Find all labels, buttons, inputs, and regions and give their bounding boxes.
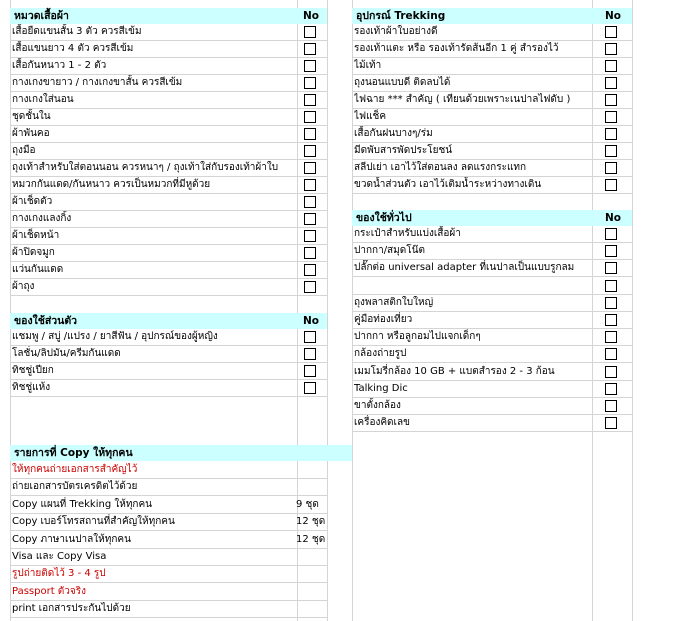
trekking-item-label: เสื้อกันฝนบางๆ/ร่ม — [354, 128, 433, 139]
clothing-row — [10, 75, 327, 92]
clothing-item-label: เสื้อยืดแขนสั้น 3 ตัว ควรสีเข้ม — [12, 26, 142, 37]
copy-row — [10, 462, 327, 479]
general-item-label: ขาตั้งกล้อง — [354, 400, 401, 411]
clothing-item-label: ผ้าเช็ดตัว — [12, 196, 53, 207]
general-checkbox[interactable] — [605, 280, 617, 292]
personal-row — [10, 363, 327, 380]
clothing-no-label: No — [303, 10, 320, 22]
general-row — [352, 329, 632, 346]
general-row — [352, 381, 632, 398]
trekking-item-label: ถุงนอนแบบดี ติดลบได้ — [354, 77, 451, 88]
clothing-item-label: ชุดชั้นใน — [12, 111, 51, 122]
personal-row — [10, 329, 327, 346]
trekking-row — [352, 58, 632, 75]
trekking-row — [352, 75, 632, 92]
general-row — [352, 295, 632, 312]
general-item-label: ปลั๊กต่อ universal adapter ที่เนปาลเป็นแบบรูกลม — [354, 262, 575, 274]
clothing-row — [10, 143, 327, 160]
clothing-row — [10, 58, 327, 75]
clothing-checkbox[interactable] — [304, 26, 316, 38]
clothing-row — [10, 160, 327, 177]
trekking-checkbox[interactable] — [605, 128, 617, 140]
trekking-item-label: รองเท้าแตะ หรือ รองเท้ารัดส้นอีก 1 คู่ สำรองไว้ — [354, 43, 559, 54]
general-row — [352, 398, 632, 415]
clothing-item-label: ผ้าเช็ดหน้า — [12, 230, 60, 241]
general-checkbox[interactable] — [605, 400, 617, 412]
clothing-row — [10, 262, 327, 279]
clothing-item-label: ถุงมือ — [12, 145, 36, 156]
clothing-row — [10, 41, 327, 58]
clothing-item-label: กางเกงแลงกิ้ง — [12, 213, 72, 224]
personal-item-label: โลชั่น/ลิปมัน/ครีมกันแดด — [12, 348, 121, 359]
copy-item-label: Copy แผนที่ Trekking ให้ทุกคน — [12, 498, 153, 510]
personal-row — [10, 380, 327, 397]
trekking-item-label: ไฟแช็ค — [354, 111, 387, 122]
copy-row — [10, 532, 327, 549]
general-row — [352, 260, 632, 277]
general-checkbox[interactable] — [605, 331, 617, 343]
clothing-row — [10, 211, 327, 228]
personal-checkbox[interactable] — [304, 365, 316, 377]
trekking-row — [352, 126, 632, 143]
general-checkbox[interactable] — [605, 262, 617, 274]
clothing-item-label: ผ้าปิดจมูก — [12, 247, 55, 258]
trekking-item-label: ไฟฉาย *** สำคัญ ( เทียนด้วยเพราะเนปาลไฟดับ ) — [354, 94, 571, 105]
copy-row — [10, 601, 327, 618]
clothing-row — [10, 279, 327, 296]
clothing-item-label: ผ้าพันคอ — [12, 128, 50, 139]
clothing-checkbox[interactable] — [304, 94, 316, 106]
general-checkbox[interactable] — [605, 245, 617, 257]
copy-row — [10, 479, 327, 496]
clothing-item-label: ถุงเท้าสำหรับใส่ตอนนอน ควรหนาๆ / ถุงเท้าใส่กับรองเท้าผ้าใบ — [12, 162, 279, 173]
trekking-row — [352, 143, 632, 160]
trekking-row — [352, 177, 632, 194]
clothing-row — [10, 245, 327, 262]
general-row — [352, 243, 632, 260]
general-row — [352, 278, 632, 295]
copy-item-label: Copy ภาษาเนปาลให้ทุกคน — [12, 533, 131, 545]
trekking-checkbox[interactable] — [605, 111, 617, 123]
general-title: ของใช้ทั่วไป — [356, 212, 412, 224]
personal-checkbox[interactable] — [304, 348, 316, 360]
general-item-label: เครื่องคิดเลข — [354, 417, 410, 429]
copy-item-label: print เอกสารประกันไปด้วย — [12, 603, 131, 615]
clothing-row — [10, 194, 327, 211]
general-item-label: เมมโมรี่กล้อง 10 GB + แบตสำรอง 2 - 3 ก้อน — [354, 365, 555, 377]
general-item-label: ถุงพลาสติกใบใหญ่ — [354, 296, 434, 308]
personal-item-label: ทิชชู่แห้ง — [12, 382, 51, 393]
general-checkbox[interactable] — [605, 383, 617, 395]
personal-checkbox[interactable] — [304, 331, 316, 343]
clothing-row — [10, 92, 327, 109]
clothing-item-label: กางเกงขายาว / กางเกงขาสั้น ควรสีเข้ม — [12, 77, 183, 88]
clothing-item-label: แว่นกันแดด — [12, 264, 64, 275]
trekking-checkbox[interactable] — [605, 94, 617, 106]
clothing-checkbox[interactable] — [304, 60, 316, 72]
copy-row — [10, 497, 327, 514]
copy-item-quantity: 12 ชุด — [296, 516, 326, 528]
clothing-checkbox[interactable] — [304, 179, 316, 191]
general-item-label: กล้องถ่ายรูป — [354, 348, 407, 360]
copy-row — [10, 514, 327, 531]
trekking-checkbox[interactable] — [605, 77, 617, 89]
clothing-row — [10, 126, 327, 143]
copy-item-label: Copy เบอร์โทรสถานที่สำคัญให้ทุกคน — [12, 516, 175, 528]
trekking-checkbox[interactable] — [605, 179, 617, 191]
clothing-checkbox[interactable] — [304, 145, 316, 157]
trekking-item-label: ขวดน้ำส่วนตัว เอาไว้เติมน้ำระหว่างทางเดิน — [354, 179, 542, 190]
copy-row — [10, 566, 327, 583]
copy-item-label: ให้ทุกคนถ่ายเอกสารสำคัญไว้ — [12, 464, 138, 475]
clothing-checkbox[interactable] — [304, 281, 316, 293]
copy-row — [10, 584, 327, 601]
trekking-row — [352, 109, 632, 126]
general-row — [352, 346, 632, 363]
trekking-item-label: สลีปเย่า เอาไว้ใส่ตอนลง ลดแรงกระแทก — [354, 162, 527, 173]
clothing-item-label: กางเกงใส่นอน — [12, 94, 74, 105]
trekking-row — [352, 41, 632, 58]
copy-item-quantity: 12 ชุด — [296, 533, 326, 545]
copy-item-label: Visa และ Copy Visa — [12, 551, 107, 562]
copy-item-label: รูปถ่ายติดไว้ 3 - 4 รูป — [12, 568, 106, 580]
trekking-checkbox[interactable] — [605, 60, 617, 72]
copy-item-label: ถ่ายเอกสารบัตรเครดิตไว้ด้วย — [12, 481, 138, 493]
clothing-checkbox[interactable] — [304, 213, 316, 225]
clothing-item-label: ผ้าถุง — [12, 281, 35, 292]
general-checkbox[interactable] — [605, 348, 617, 360]
trekking-row — [352, 92, 632, 109]
clothing-item-label: หมวกกันแดด/กันหนาว ควรเป็นหมวกที่มีหูด้วย — [12, 179, 211, 190]
general-item-label: Talking Dic — [354, 382, 408, 394]
clothing-title: หมวดเสื้อผ้า — [14, 10, 69, 22]
general-item-label: คู่มือท่องเที่ยว — [354, 314, 413, 325]
general-row — [352, 312, 632, 329]
copy-item-quantity: 9 ชุด — [296, 498, 319, 510]
personal-no-label: No — [303, 315, 320, 327]
general-checkbox[interactable] — [605, 417, 617, 429]
clothing-item-label: เสื้อกันหนาว 1 - 2 ตัว — [12, 60, 107, 71]
clothing-checkbox[interactable] — [304, 230, 316, 242]
personal-checkbox[interactable] — [304, 382, 316, 394]
trekking-checkbox[interactable] — [605, 162, 617, 174]
clothing-item-label: เสื้อแขนยาว 4 ตัว ควรสีเข้ม — [12, 43, 134, 54]
trekking-item-label: รองเท้าผ้าใบอย่างดี — [354, 26, 438, 37]
trekking-row — [352, 24, 632, 41]
general-row — [352, 364, 632, 381]
clothing-checkbox[interactable] — [304, 77, 316, 89]
clothing-checkbox[interactable] — [304, 247, 316, 259]
general-item-label: กระเป๋าสำหรับแบ่งเสื้อผ้า — [354, 228, 461, 239]
clothing-row — [10, 228, 327, 245]
copy-item-label: Passport ตัวจริง — [12, 585, 87, 597]
trekking-checkbox[interactable] — [605, 145, 617, 157]
clothing-row — [10, 109, 327, 126]
general-row — [352, 226, 632, 243]
trekking-item-label: มีดพับสารพัดประโยชน์ — [354, 145, 453, 156]
trekking-checkbox[interactable] — [605, 26, 617, 38]
clothing-checkbox[interactable] — [304, 43, 316, 55]
general-checkbox[interactable] — [605, 297, 617, 309]
clothing-row — [10, 177, 327, 194]
trekking-row — [352, 160, 632, 177]
clothing-row — [10, 24, 327, 41]
general-checkbox[interactable] — [605, 228, 617, 240]
general-checkbox[interactable] — [605, 314, 617, 326]
copy-row — [10, 549, 327, 566]
general-no-label: No — [605, 212, 622, 224]
general-item-label: ปากกา หรือลูกอมไปแจกเด็กๆ — [354, 331, 481, 343]
clothing-checkbox[interactable] — [304, 264, 316, 276]
general-item-label: ปากกา/สมุดโน๊ต — [354, 245, 425, 257]
clothing-checkbox[interactable] — [304, 128, 316, 140]
general-row — [352, 415, 632, 432]
personal-row — [10, 346, 327, 363]
clothing-checkbox[interactable] — [304, 162, 316, 174]
personal-title: ของใช้ส่วนตัว — [14, 315, 78, 327]
copy-title: รายการที่ Copy ให้ทุกคน — [14, 447, 133, 459]
trekking-no-label: No — [605, 10, 622, 22]
trekking-item-label: ไม้เท้า — [354, 60, 382, 71]
clothing-checkbox[interactable] — [304, 196, 316, 208]
general-checkbox[interactable] — [605, 366, 617, 378]
trekking-checkbox[interactable] — [605, 43, 617, 55]
trekking-title: อุปกรณ์ Trekking — [356, 10, 446, 22]
personal-item-label: ทิชชู่เปียก — [12, 365, 54, 376]
personal-item-label: แชมพู / สบู่ /แปรง / ยาสีฟัน / อุปกรณ์ของผู้หญิง — [12, 331, 218, 342]
clothing-checkbox[interactable] — [304, 111, 316, 123]
